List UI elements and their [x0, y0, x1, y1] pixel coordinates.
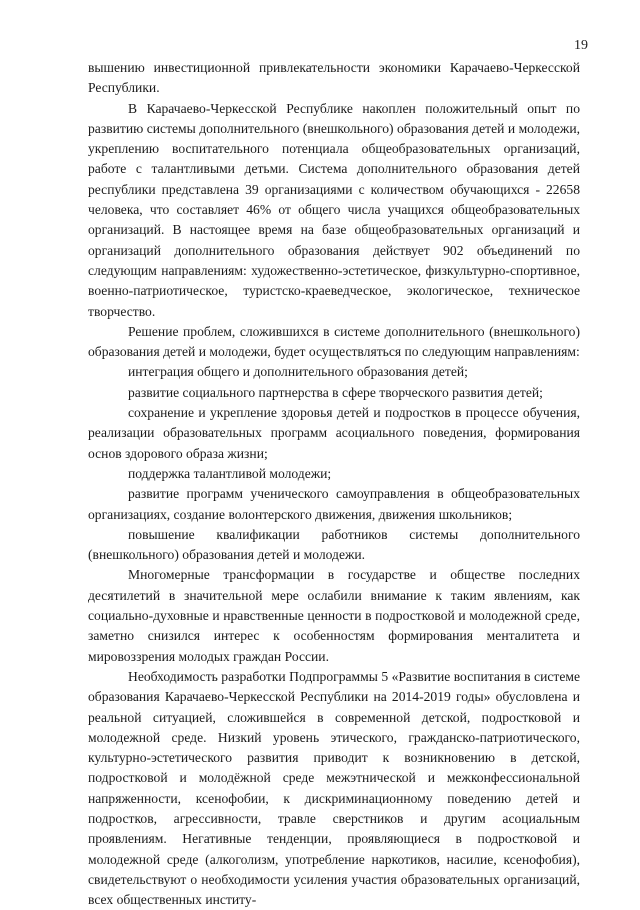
- list-item-self-government: развитие программ ученического самоуправления в общеобразовательных организациях, создание волонтерского движения, движения школьников;: [88, 486, 580, 522]
- paragraph-subprogram-need: Необходимость разработки Подпрограммы 5 «Развитие воспитания в системе образования Карачаево-Черкесской Республики на 2014-2019 годы» обусловлена и реальной ситуацией, сложившейся в современной детской, подростковой и молодежной среде. Низкий уровень этического, гражданско-патриотического, культурно-эстетического развития приводит к возникновению в детской, подростковой и молодёжной среде межэтнической и межконфессиональной напряженности, ксенофобии, к дискриминационному поведению детей и подростков, агрессивности, травле сверстников и другим асоциальным проявлениям. Негативные тенденции, проявляющиеся в подростковой и молодежной среде (алкоголизм, употребление наркотиков, насилие, ксенофобия), свидетельствуют о необходимости усиления участия образовательных организаций, всех общественных институ-: [88, 668, 580, 908]
- list-item-integration: интеграция общего и дополнительного образования детей;: [128, 364, 468, 380]
- body-text: [88, 58, 580, 910]
- page-number: 19: [574, 38, 588, 53]
- paragraph-continuation: вышению инвестиционной привлекательности экономики Карачаево-Черкесской Республики.: [88, 60, 580, 96]
- paragraph-transformations: Многомерные трансформации в государстве и обществе последних десятилетий в значительной мере ослабили внимание к таким явлениям, как социально-духовные и нравственные ценности в подростковой и молодежной среде, заметно снизился интерес к особенностям формирования менталитета и мировоззрения молодых граждан России.: [88, 567, 580, 664]
- list-item-partnership: развитие социального партнерства в сфере творческого развития детей;: [128, 384, 543, 400]
- list-item-talent-support: поддержка талантливой молодежи;: [128, 465, 332, 481]
- list-item-health: сохранение и укрепление здоровья детей и подростков в процессе обучения, реализации образовательных программ асоциального поведения, формирования основ здорового образа жизни;: [88, 405, 580, 461]
- list-item-qualification: повышение квалификации работников системы дополнительного (внешкольного) образования детей и молодежи.: [88, 526, 580, 563]
- paragraph-directions-intro: Решение проблем, сложившихся в системе дополнительного (внешкольного) образования детей и молодежи, будет осуществляться по следующим направлениям:: [88, 323, 580, 360]
- paragraph-experience: В Карачаево-Черкесской Республике накоплен положительный опыт по развитию системы дополнительного (внешкольного) образования детей и молодежи, укреплению воспитательного потенциала общеобразовательных организаций, работе с талантливыми детьми. Система дополнительного образования детей республики представлена 39 организациями с количеством обучающихся - 22658 человека, что составляет 46% от общего числа учащихся общеобразовательных организаций. В настоящее время на базе общеобразовательных организаций и организаций дополнительного образования действует 902 объединений по следующим направлениям: художественно-эстетическое, физкультурно-спортивное, военно-патриотическое, туристско-краеведческое, экологическое, техническое творчество.: [88, 100, 580, 319]
